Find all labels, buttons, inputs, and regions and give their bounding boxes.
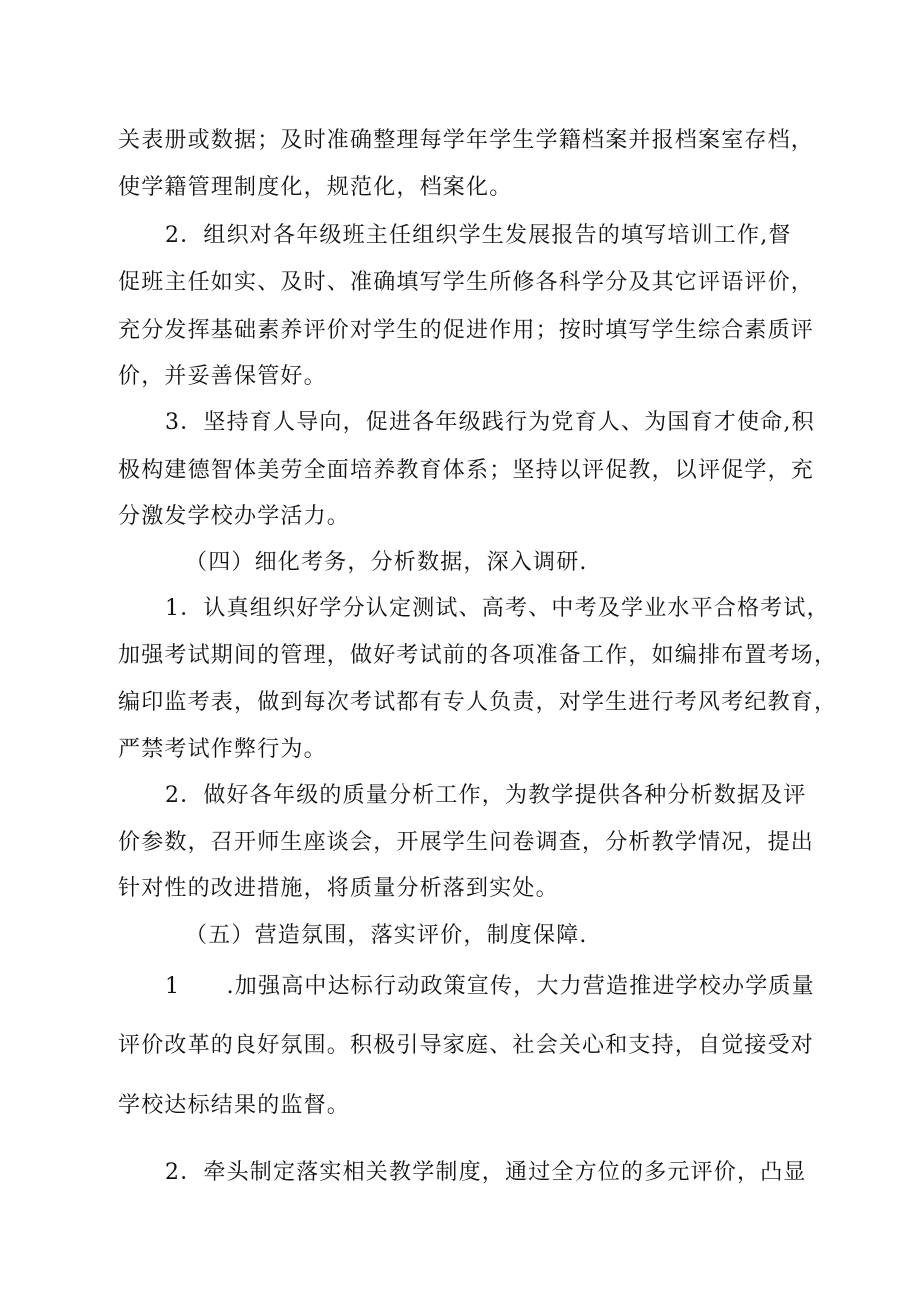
list-item-heading: 1 .加强高中达标行动政策宣传，大力营造推进学校办学质量 [165, 974, 815, 999]
text-line: 关表册或数据；及时准确整理每学年学生学籍档案并报档案室存档， [118, 128, 815, 153]
text-line: 价参数，召开师生座谈会，开展学生问卷调查，分析教学情况，提出 [118, 830, 815, 855]
section-heading: （五）营造氛围，落实评价，制度保障. [185, 923, 588, 948]
text-line: 促班主任如实、及时、准确填写学生所修各科学分及其它评语评价， [118, 270, 815, 295]
text-line: 分激发学校办学活力。 [118, 504, 351, 529]
section-heading: （四）细化考务，分析数据，深入调研. [185, 550, 588, 575]
text-line: 学校达标结果的监督。 [118, 1093, 351, 1118]
list-item-heading: 1．认真组织好学分认定测试、高考、中考及学业水平合格考试， [165, 596, 830, 621]
text-line: 评价改革的良好氛围。积极引导家庭、社会关心和支持，自觉接受对 [118, 1033, 815, 1058]
list-item-heading: 3．坚持育人导向，促进各年级践行为党育人、为国育才使命,积 [165, 410, 815, 435]
list-item-heading: 2．组织对各年级班主任组织学生发展报告的填写培训工作,督 [165, 223, 792, 248]
text-line: 编印监考表，做到每次考试都有专人负责，对学生进行考风考纪教育， [118, 690, 838, 715]
text-line: 价，并妥善保管好。 [118, 364, 327, 389]
text-line: 充分发挥基础素养评价对学生的促进作用；按时填写学生综合素质评 [118, 318, 815, 343]
list-item-heading: 2．牵头制定落实相关教学制度，通过全方位的多元评价，凸显 [165, 1160, 807, 1185]
text-line: 严禁考试作弊行为。 [118, 737, 327, 762]
text-line: 针对性的改进措施，将质量分析落到实处。 [118, 876, 559, 901]
list-item-heading: 2．做好各年级的质量分析工作，为教学提供各种分析数据及评 [165, 783, 807, 808]
text-line: 极构建德智体美劳全面培养教育体系；坚持以评促教，以评促学，充 [118, 458, 815, 483]
text-line: 加强考试期间的管理，做好考试前的各项准备工作，如编排布置考场， [118, 643, 838, 668]
text-line: 使学籍管理制度化，规范化，档案化。 [118, 175, 513, 200]
